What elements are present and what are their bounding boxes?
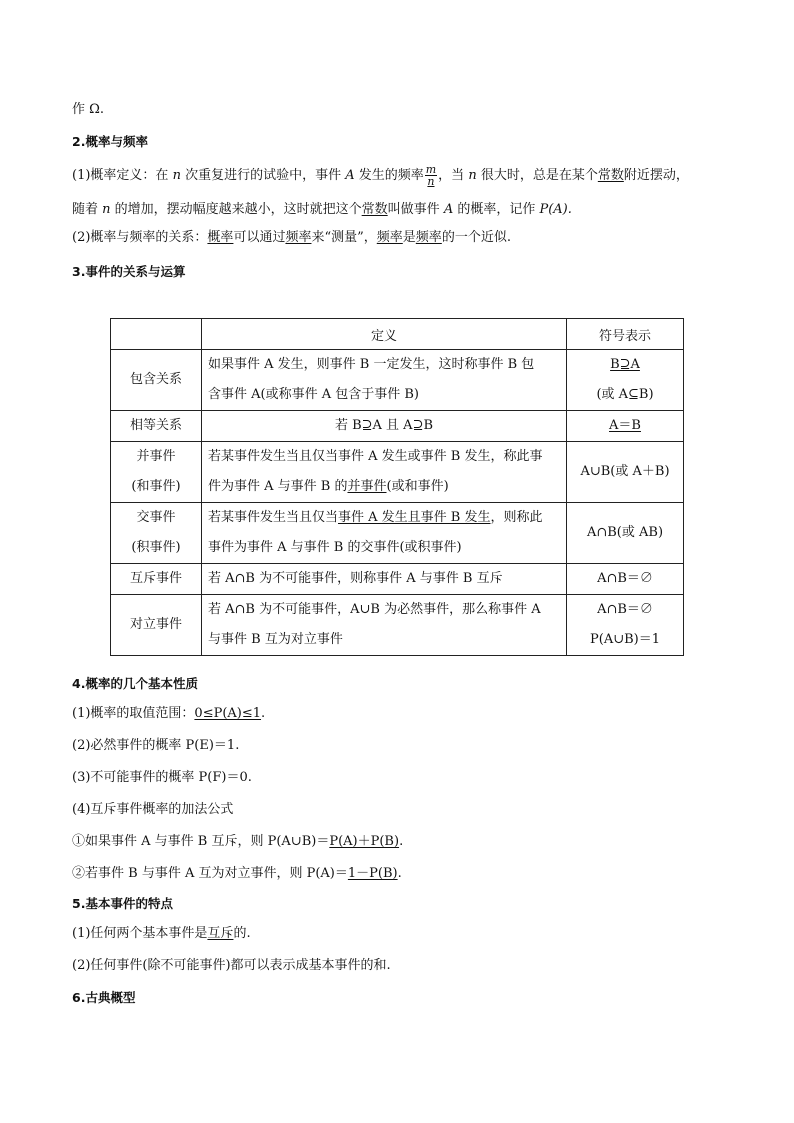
- text: (或和事件): [386, 479, 449, 494]
- underlined-answer: 频率: [285, 230, 312, 245]
- table-row: [111, 442, 684, 503]
- row-symbol: A∩B＝∅: [567, 564, 684, 595]
- name-line: 并事件: [136, 449, 176, 464]
- row-name: 包含关系: [111, 350, 202, 411]
- var-n: n: [468, 168, 477, 183]
- symbol-underlined: B⊇A: [610, 357, 640, 372]
- underlined-answer: P(A)＋P(B): [329, 834, 400, 849]
- table-header-row: [111, 319, 684, 350]
- probability-frequency-relation: [72, 228, 511, 248]
- var-n: n: [102, 202, 111, 217]
- row-definition: [202, 350, 567, 411]
- underlined-answer: 频率: [376, 230, 403, 245]
- probability-definition-line-1: [72, 164, 689, 188]
- section-3-title: 3.事件的关系与运算: [72, 264, 186, 279]
- text: 是: [402, 230, 416, 245]
- row-name: 互斥事件: [111, 564, 202, 595]
- definition-line: 若某事件发生当且仅当事件 A 发生或事件 B 发生，称此事: [208, 449, 543, 464]
- basic-event-feature-2: (2)任何事件(除不可能事件)都可以表示成基本事件的和.: [72, 958, 391, 973]
- row-name: 相等关系: [111, 411, 202, 442]
- definition-line: [208, 472, 560, 502]
- row-symbol: [567, 350, 684, 411]
- row-symbol: A∪B(或 A＋B): [567, 442, 684, 503]
- symbol-underlined: A＝B: [609, 418, 641, 433]
- text: 随着: [72, 202, 103, 217]
- notation-PA: P(A).: [539, 202, 572, 217]
- property-range: [72, 704, 265, 724]
- text: (1)任何两个基本事件是: [72, 926, 208, 941]
- row-name: [111, 503, 202, 564]
- underlined-answer: 概率: [207, 230, 234, 245]
- property-certain-event: (2)必然事件的概率 P(E)＝1.: [72, 738, 240, 753]
- section-4-title: 4.概率的几个基本性质: [72, 676, 198, 691]
- row-definition: [202, 442, 567, 503]
- row-definition: 若 A∩B 为不可能事件，则称事件 A 与事件 B 互斥: [202, 564, 567, 595]
- text: 件为事件 A 与事件 B 的: [208, 479, 348, 494]
- text: (1)概率定义：在: [72, 168, 173, 183]
- text: 很大时，总是在某个: [476, 168, 598, 183]
- text: 次重复进行的试验中，事件: [180, 168, 346, 183]
- text: .: [261, 706, 266, 721]
- table-header-definition: 定义: [202, 319, 567, 350]
- table-header-empty: [111, 319, 202, 350]
- underlined-answer: 事件 A 发生且事件 B 发生: [338, 510, 491, 525]
- property-impossible-event: (3)不可能事件的概率 P(F)＝0.: [72, 770, 252, 785]
- table-header-symbol: 符号表示: [567, 319, 684, 350]
- basic-event-feature-1: [72, 924, 251, 944]
- name-line: 交事件: [136, 510, 176, 525]
- row-symbol: [567, 595, 684, 656]
- probability-definition-line-2: [72, 200, 572, 220]
- symbol-line: (或 A⊆B): [596, 387, 654, 402]
- section-2-title: 2.概率与频率: [72, 134, 148, 149]
- property-addition-formula: (4)互斥事件概率的加法公式: [72, 802, 234, 817]
- underlined-answer: 0≤P(A)≤1: [194, 706, 262, 721]
- text: 附近摆动，: [623, 168, 689, 183]
- property-mutually-exclusive: [72, 832, 403, 852]
- fraction-m-over-n: [425, 164, 437, 187]
- table-row: [111, 595, 684, 656]
- denominator: n: [427, 175, 435, 188]
- definition-line: 如果事件 A 发生，则事件 B 一定发生，这时称事件 B 包: [208, 357, 535, 372]
- continued-text: 作 Ω.: [72, 102, 105, 117]
- row-definition: [202, 595, 567, 656]
- symbol-line: A∩B＝∅: [597, 602, 653, 617]
- text: 发生的频率: [354, 168, 424, 183]
- row-definition: [202, 503, 567, 564]
- text: (2)概率与频率的关系：: [72, 230, 208, 245]
- text: (1)概率的取值范围：: [72, 706, 195, 721]
- text: 的概率，记作: [453, 202, 540, 217]
- var-A: A: [345, 168, 355, 183]
- table-row: [111, 411, 684, 442]
- text: .: [397, 866, 402, 881]
- row-definition: 若 B⊇A 且 A⊇B: [202, 411, 567, 442]
- definition-line: 与事件 B 互为对立事件: [208, 632, 343, 647]
- event-relations-table: [110, 318, 684, 656]
- underlined-answer: 常数: [597, 168, 624, 183]
- row-name: [111, 442, 202, 503]
- row-symbol: [567, 411, 684, 442]
- table-row: [111, 564, 684, 595]
- row-symbol: A∩B(或 AB): [567, 503, 684, 564]
- underlined-answer: 并事件: [347, 479, 387, 494]
- text: 叫做事件: [387, 202, 444, 217]
- definition-line: [208, 503, 560, 533]
- var-A: A: [443, 202, 454, 217]
- symbol-line: P(A∪B)＝1: [590, 632, 660, 647]
- underlined-answer: 互斥: [207, 926, 234, 941]
- numerator: m: [425, 163, 437, 176]
- text: ①如果事件 A 与事件 B 互斥，则 P(A∪B)＝: [72, 834, 330, 849]
- text: 来“测量”，: [311, 230, 377, 245]
- section-6-title: 6.古典概型: [72, 990, 136, 1005]
- table-row: [111, 503, 684, 564]
- row-name: 对立事件: [111, 595, 202, 656]
- definition-line: 事件为事件 A 与事件 B 的交事件(或积事件): [208, 540, 462, 555]
- underlined-answer: 1－P(B): [347, 866, 398, 881]
- table-row: [111, 350, 684, 411]
- underlined-answer: 频率: [415, 230, 442, 245]
- property-complementary: [72, 864, 402, 884]
- definition-line: 若 A∩B 为不可能事件，A∪B 为必然事件，那么称事件 A: [208, 602, 541, 617]
- text: ，则称此: [490, 510, 543, 525]
- underlined-answer: 常数: [361, 202, 388, 217]
- text: 的.: [233, 926, 251, 941]
- name-line: (和事件): [131, 479, 181, 494]
- text: 若某事件发生当且仅当: [208, 510, 339, 525]
- var-n: n: [172, 168, 181, 183]
- text: 的增加，摆动幅度越来越小，这时就把这个: [110, 202, 362, 217]
- text: 的一个近似.: [441, 230, 511, 245]
- text: ，当: [438, 168, 469, 183]
- text: ②若事件 B 与事件 A 互为对立事件，则 P(A)＝: [72, 866, 348, 881]
- definition-line: 含事件 A(或称事件 A 包含于事件 B): [208, 387, 420, 402]
- name-line: (积事件): [131, 540, 181, 555]
- text: 可以通过: [233, 230, 286, 245]
- section-5-title: 5.基本事件的特点: [72, 896, 173, 911]
- text: .: [399, 834, 404, 849]
